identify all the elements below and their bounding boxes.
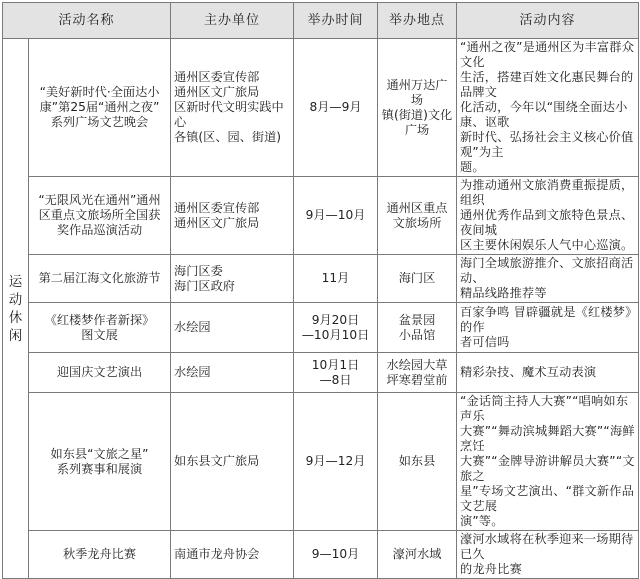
- content-cell: [457, 393, 639, 531]
- content-cell-line: 百家争鸣 冒辟疆就是《红楼梦》的作: [460, 305, 632, 334]
- time-cell: [294, 177, 378, 255]
- organizer-cell-line: 海门区政府: [174, 278, 235, 293]
- organizer-cell-line: 如东县文广旅局: [174, 454, 260, 468]
- location-cell-line: 水绘园大草: [386, 357, 448, 372]
- header-activity-name: 活动名称: [3, 3, 171, 39]
- category-cell: [3, 39, 29, 579]
- time-cell-line: 9月—12月: [305, 454, 366, 468]
- organizer-cell-line: 通州区文广旅局: [174, 85, 260, 99]
- time-cell-line: 9—10月: [311, 547, 360, 561]
- location-cell-line: 如东县: [398, 454, 436, 468]
- header-location: 举办地点: [378, 3, 457, 39]
- time-cell: [294, 531, 378, 579]
- time-cell: [294, 393, 378, 531]
- activity-name-cell-line: 《红楼梦作者新探》: [44, 312, 155, 327]
- header-content: 活动内容: [457, 3, 639, 39]
- organizer-cell-line: 区新时代文明实践中心: [174, 100, 284, 129]
- activity-name-cell: [29, 255, 171, 303]
- content-cell: [457, 531, 639, 579]
- activity-name-cell-line: 如东县“文旅之星”: [50, 446, 149, 461]
- activity-name-cell-line: 奖作品巡演活动: [56, 223, 143, 237]
- activity-name-cell: [29, 39, 171, 177]
- content-cell-line: 星”专场文艺演出、“群文新作品文艺展: [460, 484, 635, 513]
- header-organizer: 主办单位: [171, 3, 294, 39]
- location-cell: [378, 353, 457, 393]
- activity-name-cell: [29, 177, 171, 255]
- time-cell-line: 9月20日: [311, 312, 360, 327]
- table-row: [3, 39, 639, 177]
- table-row: [3, 531, 639, 579]
- activity-name-cell-line: 秋季龙舟比赛: [62, 547, 137, 561]
- table-row: [3, 177, 639, 255]
- events-table: [2, 2, 639, 579]
- header-row: [3, 3, 639, 39]
- activity-name-cell-line: 迎国庆文艺演出: [56, 365, 143, 379]
- content-cell: [457, 353, 639, 393]
- content-cell-line: 精彩杂技、魔术互动表演: [460, 365, 597, 379]
- location-cell-line: 文旅场所: [392, 215, 442, 230]
- time-cell-line: —10月10日: [301, 327, 370, 342]
- content-cell: [457, 303, 639, 353]
- location-cell: [378, 531, 457, 579]
- time-cell-line: 11月: [321, 271, 350, 285]
- header-time: 举办时间: [294, 3, 378, 39]
- location-cell-line: 海门区: [398, 271, 436, 285]
- content-cell: [457, 39, 639, 177]
- location-cell-line: 小品馆: [398, 327, 436, 342]
- time-cell-line: —8日: [319, 372, 352, 387]
- organizer-cell: [171, 39, 294, 177]
- organizer-cell: [171, 303, 294, 353]
- time-cell-line: 10月1日: [311, 357, 360, 372]
- content-cell-line: 大赛”“金牌导游讲解员大赛”“文旅之: [460, 454, 635, 483]
- activity-name-cell-line: 第二届江海文化旅游节: [38, 271, 161, 285]
- activity-name-cell-line: “美好新时代·全面达小: [39, 85, 160, 99]
- content-cell: [457, 177, 639, 255]
- location-cell-line: 通州区重点: [386, 200, 448, 215]
- location-cell-line: 盆景园: [398, 312, 436, 327]
- activity-name-cell-line: 区重点文旅场所全国获: [38, 208, 161, 222]
- organizer-cell-line: 水绘园: [174, 365, 211, 379]
- location-cell: [378, 177, 457, 255]
- organizer-cell-line: 南通市龙舟协会: [174, 547, 260, 561]
- location-cell-line: 濠河水域: [392, 547, 442, 561]
- time-cell: [294, 39, 378, 177]
- organizer-cell-line: 各镇(区、园、街道): [174, 130, 282, 144]
- organizer-cell: [171, 255, 294, 303]
- category-cell-line: 运动: [8, 273, 23, 308]
- content-cell-line: 化活动，今年以“围绕全面达小康、讴歌: [460, 100, 628, 129]
- content-cell-line: 者可信吗: [460, 335, 510, 349]
- content-cell-line: “通州之夜”是通州区为丰富群众文化: [460, 40, 635, 69]
- organizer-cell-line: 通州区委宣传部: [174, 200, 260, 215]
- content-cell-line: 海门全域旅游推介、文旅招商活动、: [460, 256, 634, 285]
- content-cell-line: 濠河水域将在秋季迎来一场期待已久: [460, 532, 634, 561]
- content-cell-line: “金话筒主持人大赛”“唱响如东声乐: [460, 394, 629, 423]
- time-cell-line: 9月—10月: [305, 208, 366, 222]
- location-cell-line: 通州万达广场: [386, 77, 448, 107]
- content-cell-line: 的龙舟比赛: [460, 562, 522, 576]
- time-cell: [294, 353, 378, 393]
- activity-name-cell-line: 系列广场文艺晚会: [50, 115, 149, 129]
- content-cell-line: 新时代、弘扬社会主义核心价值观”为主: [460, 130, 634, 159]
- content-cell-line: 大赛”“舞动滨城舞蹈大赛”“海鲜烹饪: [460, 424, 635, 453]
- location-cell: [378, 39, 457, 177]
- content-cell-line: 精品线路推荐等: [460, 286, 547, 300]
- time-cell: [294, 255, 378, 303]
- activity-name-cell: [29, 393, 171, 531]
- organizer-cell: [171, 531, 294, 579]
- organizer-cell-line: 水绘园: [174, 320, 211, 334]
- organizer-cell: [171, 353, 294, 393]
- content-cell-line: 题。: [460, 160, 485, 174]
- location-cell-line: 坪寒碧堂前: [386, 372, 448, 387]
- organizer-cell-line: 海门区委: [174, 263, 223, 278]
- activity-name-cell: [29, 303, 171, 353]
- activity-name-cell: [29, 531, 171, 579]
- location-cell-line: 镇(街道)文化广场: [381, 107, 453, 137]
- location-cell: [378, 255, 457, 303]
- organizer-cell: [171, 177, 294, 255]
- content-cell-line: 区主要休闲娱乐人气中心巡演。: [460, 238, 634, 252]
- organizer-cell: [171, 393, 294, 531]
- content-cell-line: 为推动通州文旅消费重振提质，组织: [460, 178, 634, 207]
- organizer-cell-line: 通州区文广旅局: [174, 215, 260, 230]
- time-cell: [294, 303, 378, 353]
- table-row: [3, 353, 639, 393]
- activity-name-cell-line: 康”第25届“通州之夜”: [39, 100, 160, 114]
- table-row: [3, 255, 639, 303]
- activity-name-cell: [29, 353, 171, 393]
- location-cell: [378, 393, 457, 531]
- organizer-cell-line: 通州区委宣传部: [174, 70, 260, 84]
- category-cell-line: 休闲: [8, 309, 23, 344]
- location-cell: [378, 303, 457, 353]
- content-cell: [457, 255, 639, 303]
- activity-name-cell-line: “无限风光在通州”通州: [38, 193, 161, 207]
- activity-name-cell-line: 图文展: [81, 327, 118, 342]
- table-row: [3, 303, 639, 353]
- activity-name-cell-line: 系列赛事和展演: [56, 461, 143, 476]
- content-cell-line: 通州优秀作品到文旅特色景点、夜间城: [460, 208, 634, 237]
- content-cell-line: 生活，搭建百姓文化惠民舞台的品牌文: [460, 70, 634, 99]
- time-cell-line: 8月—9月: [309, 100, 362, 114]
- content-cell-line: 演”等。: [460, 514, 504, 528]
- table-row: [3, 393, 639, 531]
